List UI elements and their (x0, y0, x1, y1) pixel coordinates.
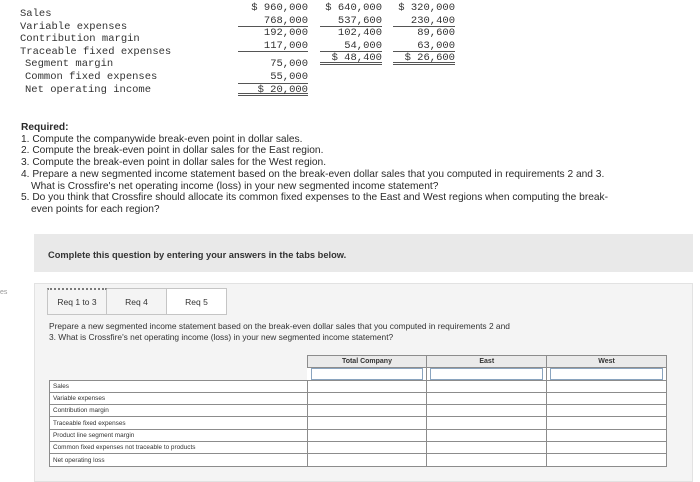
total-traceable: 117,000 (238, 40, 308, 53)
table-header-row (50, 356, 667, 368)
prompt-line-1: Prepare a new segmented income statement based on the break-even dollar sales that you computed in requirements 2 and (49, 321, 510, 331)
table-row (50, 405, 667, 417)
header-east: East (427, 356, 547, 368)
tab-req-5[interactable]: Req 5 (167, 288, 227, 315)
answer-input[interactable] (430, 368, 543, 379)
label-common-fixed: Common fixed expenses (25, 70, 158, 83)
required-section (21, 122, 691, 216)
header-blank (50, 356, 308, 368)
answer-cell[interactable] (547, 368, 667, 380)
answer-cell[interactable] (547, 417, 667, 429)
table-row (50, 368, 667, 380)
total-net-income: $ 20,000 (238, 84, 308, 97)
statement-labels (20, 8, 171, 96)
table-row (50, 429, 667, 441)
instruction-banner (34, 234, 693, 272)
east-column (320, 2, 382, 65)
table-row (50, 454, 667, 466)
tab-req-1-to-3[interactable]: Req 1 to 3 (47, 288, 107, 315)
row-label-traceable-fixed: Traceable fixed expenses (50, 417, 308, 429)
answer-input[interactable] (311, 368, 424, 379)
answer-cell[interactable] (547, 380, 667, 392)
row-label-sales: Sales (50, 380, 308, 392)
answer-cell[interactable] (427, 380, 547, 392)
label-sales: Sales (20, 8, 52, 20)
answer-cell[interactable] (427, 368, 547, 380)
total-column (238, 2, 308, 96)
west-sales: $ 320,000 (398, 2, 455, 14)
answer-cell[interactable] (427, 405, 547, 417)
spacer-cell (50, 368, 308, 380)
east-cm: 102,400 (337, 27, 382, 40)
total-variable: 768,000 (238, 15, 308, 28)
answer-cell[interactable] (307, 380, 427, 392)
answer-cell[interactable] (427, 392, 547, 404)
answer-cell[interactable] (547, 454, 667, 466)
answer-cell[interactable] (547, 442, 667, 454)
header-total-company: Total Company (307, 356, 427, 368)
tab-bar (47, 288, 227, 315)
west-traceable: 63,000 (393, 40, 455, 53)
required-item-5-cont: even points for each region? (31, 203, 160, 215)
east-variable: 537,600 (320, 15, 382, 28)
east-segment-margin: $ 48,400 (320, 52, 382, 65)
answer-cell[interactable] (307, 429, 427, 441)
answer-cell[interactable] (427, 429, 547, 441)
east-traceable: 54,000 (320, 40, 382, 53)
row-label-contribution-margin: Contribution margin (50, 405, 308, 417)
required-heading: Required: (21, 122, 69, 133)
table-row (50, 442, 667, 454)
label-variable-expenses: Variable expenses (20, 20, 128, 33)
side-mark: es (0, 289, 8, 296)
required-item-2: 2. Compute the break-even point in dollar sales for the East region. (21, 145, 324, 157)
west-cm: 89,600 (417, 27, 455, 40)
total-common-fixed: 55,000 (238, 71, 308, 84)
total-sales: $ 960,000 (251, 2, 308, 14)
answer-cell[interactable] (307, 454, 427, 466)
answer-input[interactable] (550, 368, 663, 379)
table-row (50, 392, 667, 404)
required-item-3: 3. Compute the break-even point in dollar sales for the West region. (21, 157, 327, 169)
row-label-net-operating-loss: Net operating loss (50, 454, 308, 466)
label-segment-margin: Segment margin (25, 58, 114, 71)
east-sales: $ 640,000 (325, 2, 382, 14)
row-label-common-fixed: Common fixed expenses not traceable to products (50, 442, 308, 454)
total-cm: 192,000 (263, 27, 308, 40)
answer-cell[interactable] (427, 442, 547, 454)
total-segment-margin: 75,000 (270, 58, 308, 71)
question-prompt (49, 321, 669, 342)
prompt-line-2: 3. What is Crossfire's net operating income (loss) in your new segmented income statement? (49, 331, 394, 342)
banner-text: Complete this question by entering your answers in the tabs below. (48, 250, 347, 260)
tab-req-4[interactable]: Req 4 (107, 288, 167, 315)
label-traceable-fixed: Traceable fixed expenses (20, 45, 172, 58)
answer-cell[interactable] (427, 417, 547, 429)
answer-cell[interactable] (547, 429, 667, 441)
table-row (50, 380, 667, 392)
answer-panel (34, 283, 693, 482)
required-item-1: 1. Compute the companywide break-even point in dollar sales. (21, 133, 303, 145)
table-row (50, 417, 667, 429)
answer-cell[interactable] (307, 368, 427, 380)
required-item-5: 5. Do you think that Crossfire should allocate its common fixed expenses to the East and West regions when computing the break- (21, 192, 609, 204)
answer-cell[interactable] (307, 405, 427, 417)
west-column (393, 2, 455, 65)
segmented-income-statement (0, 0, 700, 112)
label-contribution-margin: Contribution margin (20, 33, 140, 46)
header-west: West (547, 356, 667, 368)
segmented-income-answer-table (49, 355, 667, 467)
row-label-variable-expenses: Variable expenses (50, 392, 308, 404)
west-segment-margin: $ 26,600 (393, 52, 455, 65)
required-item-4: 4. Prepare a new segmented income statement based on the break-even dollar sales that you computed in requirements 2 and 3. (21, 168, 605, 180)
answer-cell[interactable] (547, 392, 667, 404)
answer-cell[interactable] (427, 454, 547, 466)
required-item-4-cont: What is Crossfire's net operating income (loss) in your new segmented income statement? (31, 180, 439, 192)
answer-cell[interactable] (307, 392, 427, 404)
west-variable: 230,400 (393, 15, 455, 28)
answer-cell[interactable] (307, 417, 427, 429)
label-net-operating-income: Net operating income (25, 83, 152, 96)
row-label-segment-margin: Product line segment margin (50, 429, 308, 441)
answer-cell[interactable] (547, 405, 667, 417)
answer-cell[interactable] (307, 442, 427, 454)
